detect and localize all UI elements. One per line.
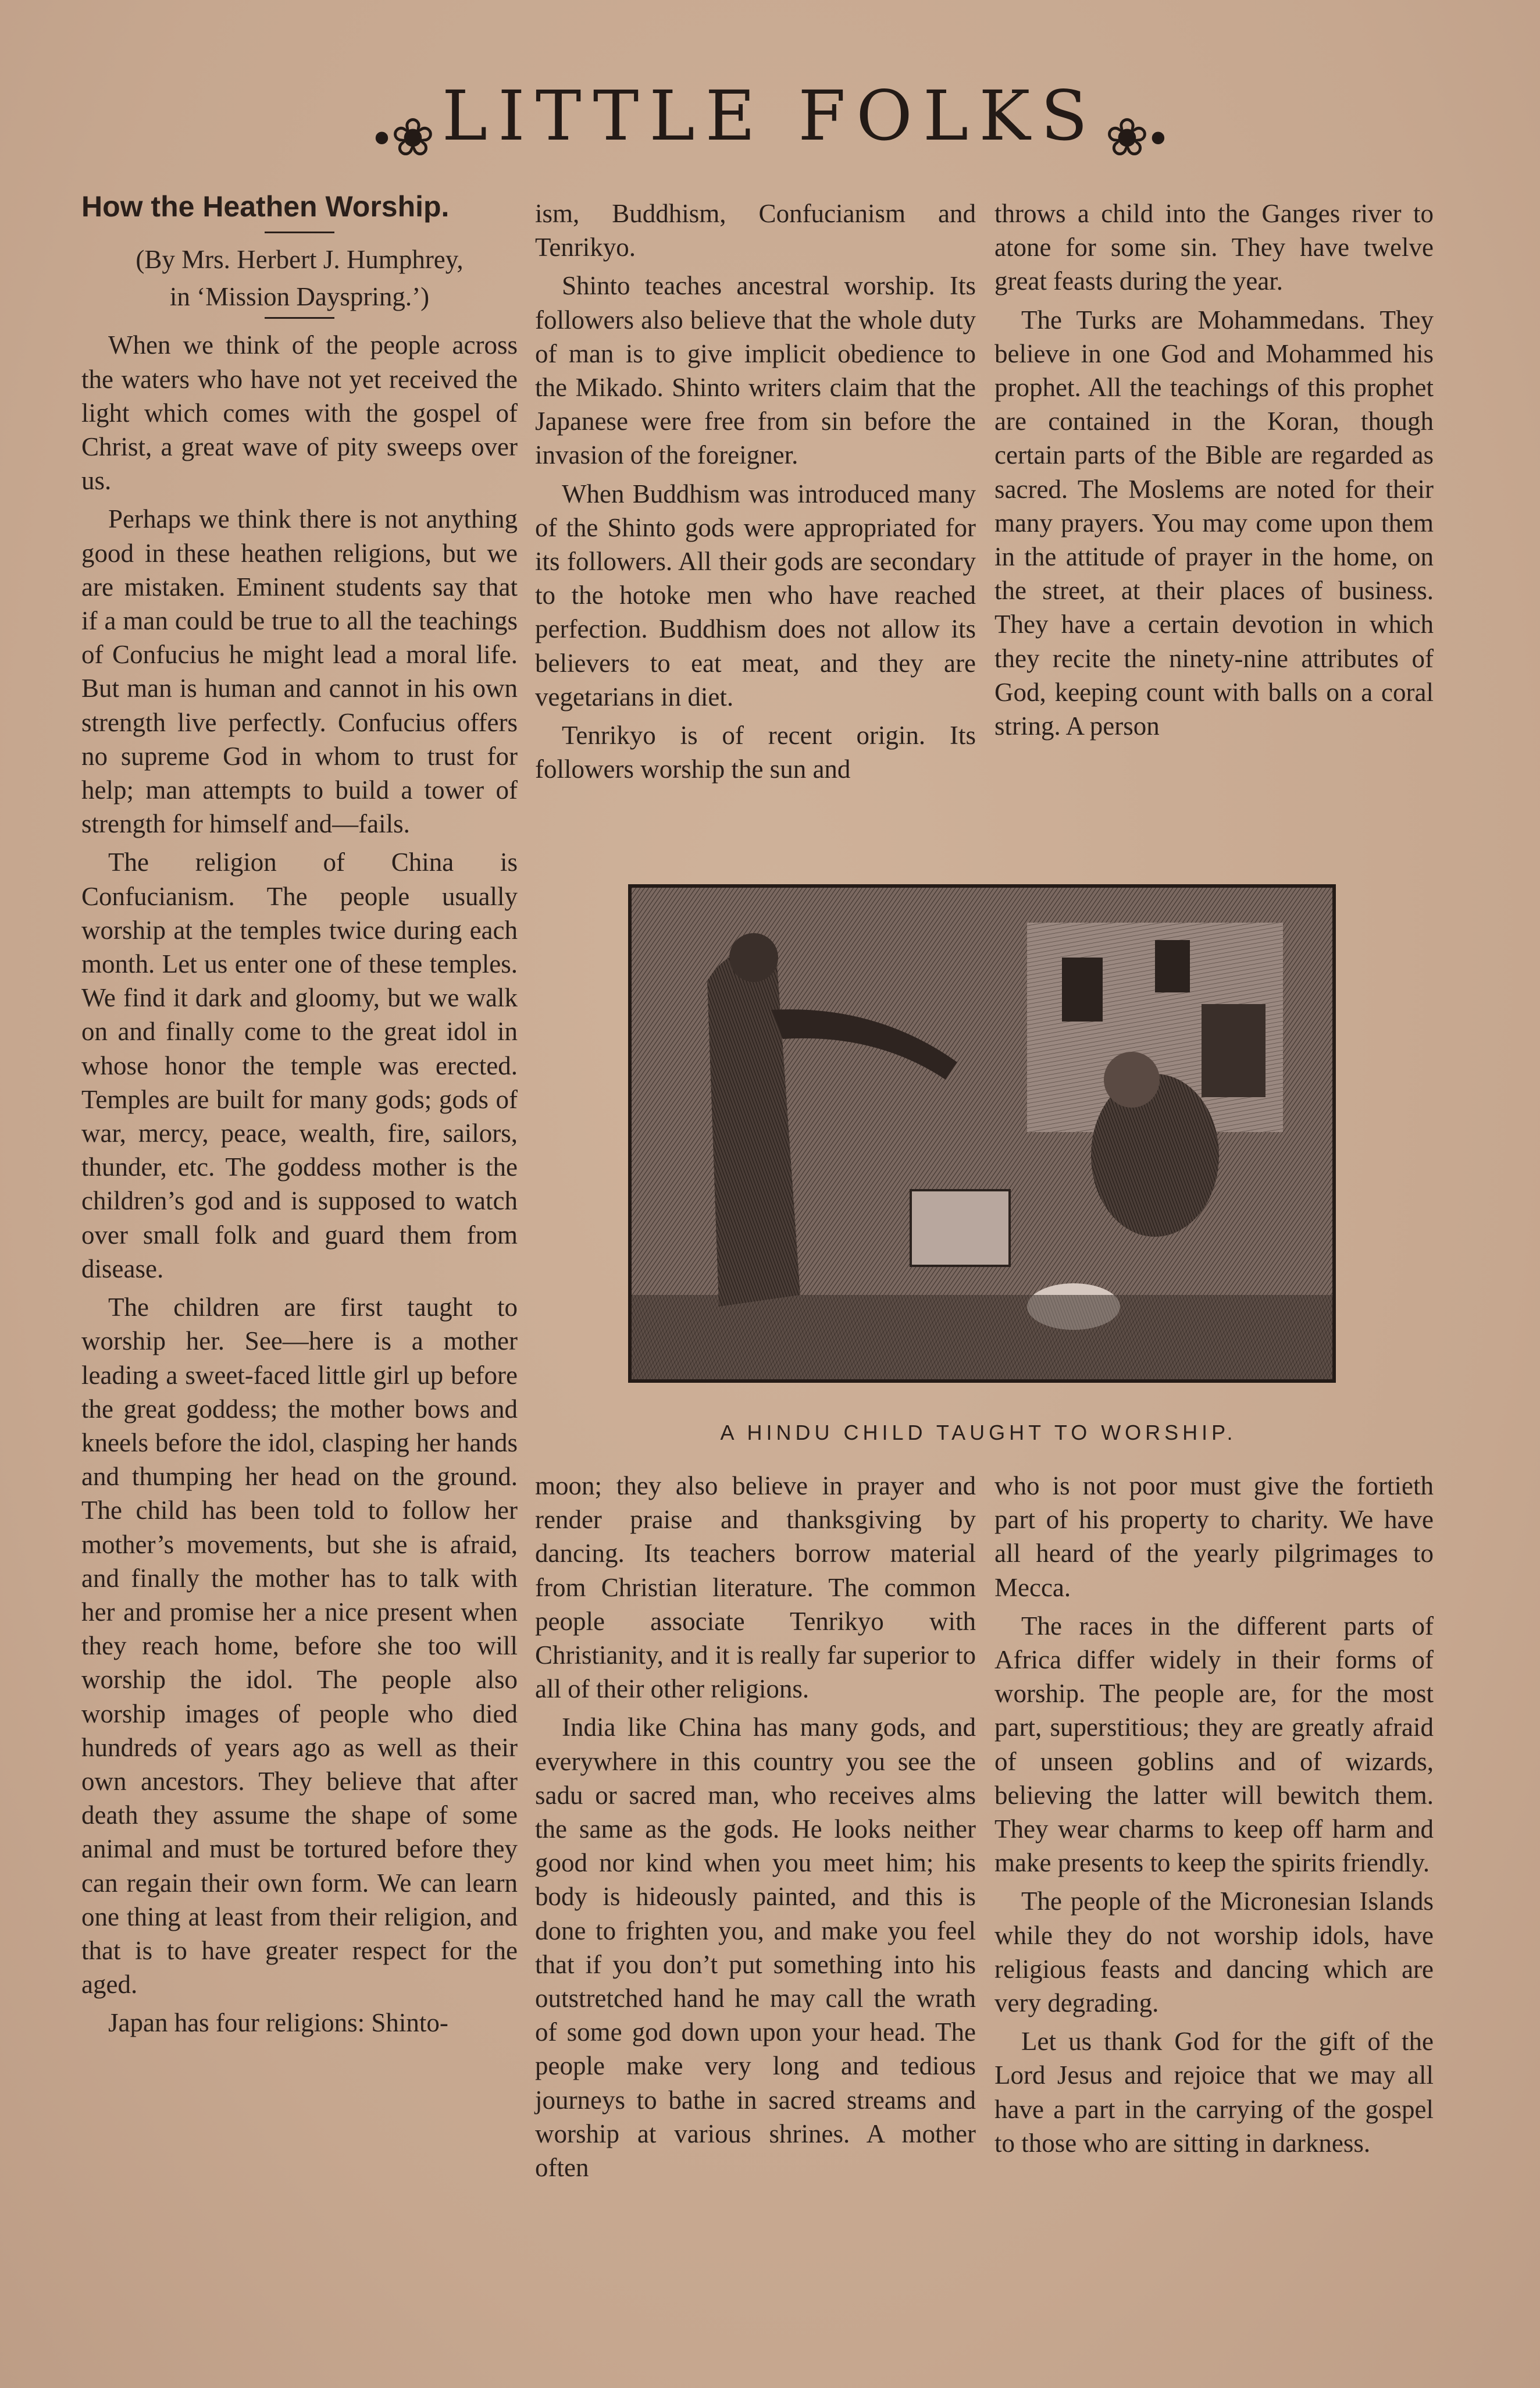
column-3-top [994, 197, 1434, 748]
floral-ornament-right-icon: ❀• [1105, 109, 1168, 167]
paragraph: India like China has many gods, and everywhere in this country you see the sadu or sacred man, who receives alms the same as the gods. He looks neither good nor kind when you meet him; his body is hideously painted, and this is done to frighten you, and make you feel that if you don’t put something into his outstretched hand he may call the wrath of some god down upon your head. The people make very long and tedious journeys to bathe in sacred streams and worship at various shrines. A mother often [535, 1713, 976, 2183]
article-headline: How the Heathen Worship. [81, 190, 450, 223]
paragraph: Shinto teaches ancestral worship. Its followers also believe that the whole duty of man is to give implicit obedience to the Mikado. Shinto writers claim that the Japanese were free from sin before the invasion of the foreigner. [535, 271, 976, 470]
paragraph: moon; they also believe in prayer and render praise and thanksgiving by dancing. Its teachers borrow material from Christian literature. The common people associate Tenrikyo with Christianity, and it is really far superior to all of their other religions. [535, 1471, 976, 1704]
illustration-hindu-child [628, 884, 1336, 1383]
masthead-title: LITTLE FOLKS [441, 76, 1099, 156]
floral-ornament-left-icon: •❀ [372, 109, 435, 167]
byline-line-1: (By Mrs. Herbert J. Humphrey, [136, 245, 464, 274]
paragraph: throws a child into the Ganges river to atone for some sin. They have twelve great feasts during the year. [994, 199, 1434, 296]
paragraph: The religion of China is Confucianism. The people usually worship at the temples twice during each month. Let us enter one of these temples. We find it dark and gloomy, but we walk on and finally come to the great idol in whose honor the temple was erected. Temples are built for many gods; gods of war, mercy, peace, wealth, fire, sailors, thunder, etc. The goddess mother is the children’s god and is supposed to watch over small folk and guard them from disease. [81, 848, 518, 1283]
paragraph: The Turks are Mohammedans. They believe in one God and Mohammed his prophet. All the teachings of this prophet are contained in the Koran, though certain parts of the Bible are regarded as sacred. The Moslems are noted for their many prayers. You may come upon them in the attitude of prayer in the home, on the street, at their places of business. They have a certain devotion in which they recite the ninety-nine attributes of God, keeping count with balls on a coral string. A person [994, 305, 1434, 741]
divider-rule [265, 317, 334, 319]
paragraph: who is not poor must give the fortieth part of his property to charity. We have all heard of the yearly pilgrimages to Mecca. [994, 1471, 1434, 1602]
column-1 [81, 186, 518, 2045]
column-3-bottom [994, 1469, 1434, 2165]
paragraph: Japan has four religions: Shinto- [108, 2008, 448, 2038]
paragraph: When Buddhism was introduced many of the Shinto gods were appropriated for its followers. All their gods are secondary to the hotoke men who have reached perfection. Buddhism does not allow its believers to eat meat, and they are vegetarians in diet. [535, 479, 976, 711]
paragraph: The races in the different parts of Africa differ widely in their forms of worship. The people are, for the most part, superstitious; they are greatly afraid of unseen goblins and of wizards, believing the latter will bewitch them. They wear charms to keep off harm and make presents to keep the spirits friendly. [994, 1611, 1434, 1878]
paragraph: Let us thank God for the gift of the Lord Jesus and rejoice that we may all have a part in the carrying of the gospel to those who are sitting in darkness. [994, 2027, 1434, 2158]
paragraph: Tenrikyo is of recent origin. Its followers worship the sun and [535, 721, 976, 784]
divider-rule [265, 232, 334, 233]
paragraph: When we think of the people across the waters who have not yet received the light which comes with the gospel of Christ, a great wave of pity sweeps over us. [81, 330, 518, 496]
figure-caption: A HINDU CHILD TAUGHT TO WORSHIP. [720, 1421, 1237, 1444]
byline-line-2: in ‘Mission Dayspring.’) [169, 282, 430, 312]
paragraph: The people of the Micronesian Islands while they do not worship idols, have religious feasts and dancing which are very degrading. [994, 1887, 1434, 2018]
column-2-top [535, 197, 976, 791]
masthead [0, 76, 1540, 168]
column-2-bottom [535, 1469, 976, 2189]
paragraph: ism, Buddhism, Confucianism and Tenrikyo. [535, 199, 976, 262]
engraving-image [632, 888, 1332, 1379]
paragraph: The children are first taught to worship her. See—here is a mother leading a sweet-faced little girl up before the great goddess; the mother bows and kneels before the idol, clasping her hands and thumping her head on the ground. The child has been told to follow her mother’s movements, but she is afraid, and finally the mother has to talk with her and promise her a nice present when they reach home, before she too will worship the idol. The people also worship images of people who died hundreds of years ago as well as their own ancestors. They believe that after death they assume the shape of some animal and must be tortured before they can regain their own form. We can learn one thing at least from their religion, and that is to have greater respect for the aged. [81, 1293, 518, 1999]
paragraph: Perhaps we think there is not anything good in these heathen religions, but we are mistaken. Eminent students say that if a man could be true to all the teachings of Confucius he might lead a moral life. But man is human and cannot in his own strength live perfectly. Confucius offers no supreme God in whom to trust for help; man attempts to build a tower of strength for himself and—fails. [81, 504, 518, 839]
